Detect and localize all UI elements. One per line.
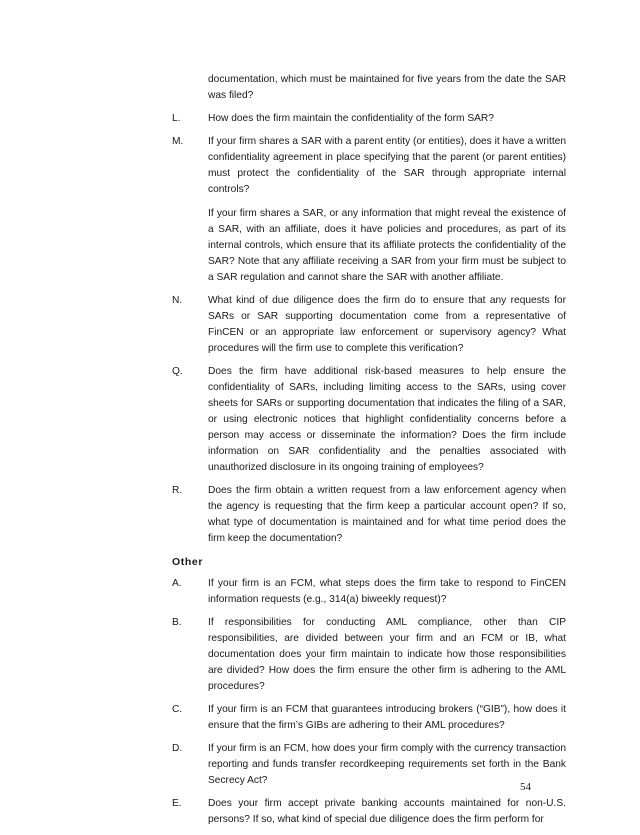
question-c <box>172 702 566 734</box>
question-b <box>172 615 566 695</box>
other-items-list <box>172 576 566 828</box>
page-number: 54 <box>520 781 531 793</box>
item-text: What kind of due diligence does the firm do to ensure that any requests for SARs or SAR supporting documentation come from a representative of FinCEN or an appropriate law enforcement or supervisory agency? What procedures will the firm use to complete this verification? <box>208 295 566 354</box>
question-q <box>172 364 566 476</box>
item-letter: L. <box>172 113 181 124</box>
item-text: If your firm is an FCM that guarantees introducing brokers (“GIB”), how does it ensure that the firm’s GIBs are adhering to their AML procedures? <box>208 704 566 731</box>
item-text: If responsibilities for conducting AML compliance, other than CIP responsibilities, are divided between your firm and an FCM or IB, what documentation does your firm maintain to indicate how those responsibilities are divided? How does the firm ensure the other firm is adhering to the AML procedures? <box>208 617 566 692</box>
item-text: If your firm shares a SAR, or any information that might reveal the existence of a SAR, with an affiliate, does it have policies and procedures, as part of its internal controls, which ensure that its affiliate protects the confidentiality of the SAR? Note that any affiliate receiving a SAR from your firm must be subject to a SAR regulation and cannot share the SAR with another affiliate. <box>208 208 566 283</box>
question-r <box>172 483 566 547</box>
item-letter: E. <box>172 798 182 809</box>
item-text: Does the firm obtain a written request from a law enforcement agency when the agency is requesting that the firm keep a particular account open? If so, what type of documentation is maintained and for what time period does the firm keep the documentation? <box>208 485 566 544</box>
item-text: If your firm shares a SAR with a parent entity (or entities), does it have a written confidentiality agreement in place specifying that the parent (or parent entities) must protect the confidentiality of the SAR through appropriate internal controls? <box>208 136 566 195</box>
item-text: If your firm is an FCM, what steps does the firm take to respond to FinCEN information requests (e.g., 314(a) biweekly request)? <box>208 578 566 605</box>
question-d <box>172 741 566 789</box>
item-text: Does the firm have additional risk-based measures to help ensure the confidentiality of SARs, including limiting access to the SARs, using cover sheets for SARs or supporting documentation that indicates the filing of a SAR, or using electronic notices that highlight confidentiality concerns before a person may access or disseminate the information? Does the firm include information on SAR confidentiality and the penalties associated with unauthorized disclosure in its ongoing training of employees? <box>208 366 566 473</box>
item-text: How does the firm maintain the confidentiality of the form SAR? <box>208 113 494 124</box>
item-letter: M. <box>172 136 184 147</box>
item-letter: Q. <box>172 366 183 377</box>
document-body <box>172 72 566 835</box>
sar-items-list <box>172 111 566 547</box>
item-text: Does your firm accept private banking accounts maintained for non-U.S. persons? If so, what kind of special due diligence does the firm perform for <box>208 798 566 825</box>
item-letter: C. <box>172 704 183 715</box>
item-letter: B. <box>172 617 182 628</box>
section-heading-other: Other <box>172 556 204 568</box>
continuation-paragraph: documentation, which must be maintained for five years from the date the SAR was filed? <box>208 74 566 101</box>
item-letter: D. <box>172 743 183 754</box>
item-letter: N. <box>172 295 183 306</box>
item-letter: R. <box>172 485 183 496</box>
question-l <box>172 111 566 127</box>
question-m <box>172 134 566 286</box>
question-e <box>172 796 566 828</box>
question-n <box>172 293 566 357</box>
item-text: If your firm is an FCM, how does your firm comply with the currency transaction reporting and funds transfer recordkeeping requirements set forth in the Bank Secrecy Act? <box>208 743 566 786</box>
question-a <box>172 576 566 608</box>
item-letter: A. <box>172 578 182 589</box>
